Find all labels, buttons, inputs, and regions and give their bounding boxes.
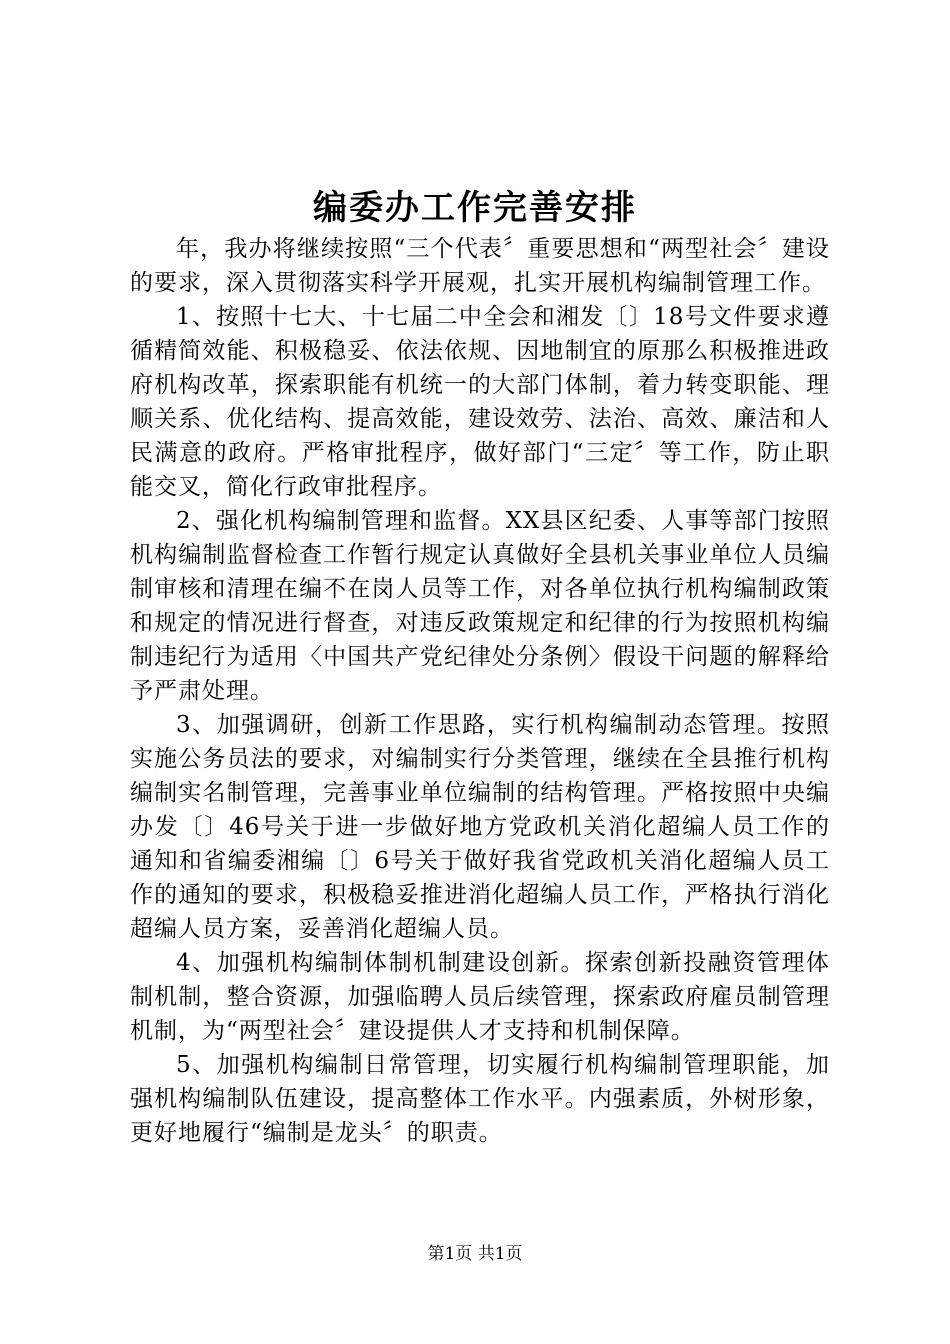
page-number-footer: 第1页 共1页 <box>427 1244 523 1264</box>
paragraph-item-3: 3、加强调研，创新工作思路，实行机构编制动态管理。按照实施公务员法的要求，对编制实行分类管理，继续在全县推行机构编制实名制管理，完善事业单位编制的结构管理。严格按照中央编办发〔〕46号关于进一步做好地方党政机关消化超编人员工作的通知和省编委湘编〔〕6号关于做好我省党政机关消化超编人员工作的通知的要求，积极稳妥推进消化超编人员工作，严格执行消化超编人员方案，妥善消化超编人员。 <box>130 712 830 942</box>
document-title: 编委办工作完善安排 <box>313 188 637 228</box>
paragraph-intro: 年，我办将继续按照“三个代表〞重要思想和“两型社会〞建设的要求，深入贯彻落实科学开展观，扎实开展机构编制管理工作。 <box>130 236 830 296</box>
document-body <box>130 232 830 1150</box>
paragraph-item-2: 2、强化机构编制管理和监督。XX县区纪委、人事等部门按照机构编制监督检查工作暂行规定认真做好全县机关事业单位人员编制审核和清理在编不在岗人员等工作，对各单位执行机构编制政策和规定的情况进行督查，对违反政策规定和纪律的行为按照机构编制违纪行为适用〈中国共产党纪律处分条例〉假设干问题的解释给予严肃处理。 <box>130 508 830 704</box>
paragraph-item-1: 1、按照十七大、十七届二中全会和湘发〔〕18号文件要求遵循精简效能、积极稳妥、依法依规、因地制宜的原那么积极推进政府机构改革，探索职能有机统一的大部门体制，着力转变职能、理顺关系、优化结构、提高效能，建设效劳、法治、高效、廉洁和人民满意的政府。严格审批程序，做好部门“三定〞等工作，防止职能交叉，简化行政审批程序。 <box>130 304 830 500</box>
paragraph-item-4: 4、加强机构编制体制机制建设创新。探索创新投融资管理体制机制，整合资源，加强临聘人员后续管理，探索政府雇员制管理机制，为“两型社会〞建设提供人才支持和机制保障。 <box>130 950 830 1044</box>
paragraph-item-5: 5、加强机构编制日常管理，切实履行机构编制管理职能，加强机构编制队伍建设，提高整体工作水平。内强素质，外树形象，更好地履行“编制是龙头〞的职责。 <box>130 1052 830 1146</box>
